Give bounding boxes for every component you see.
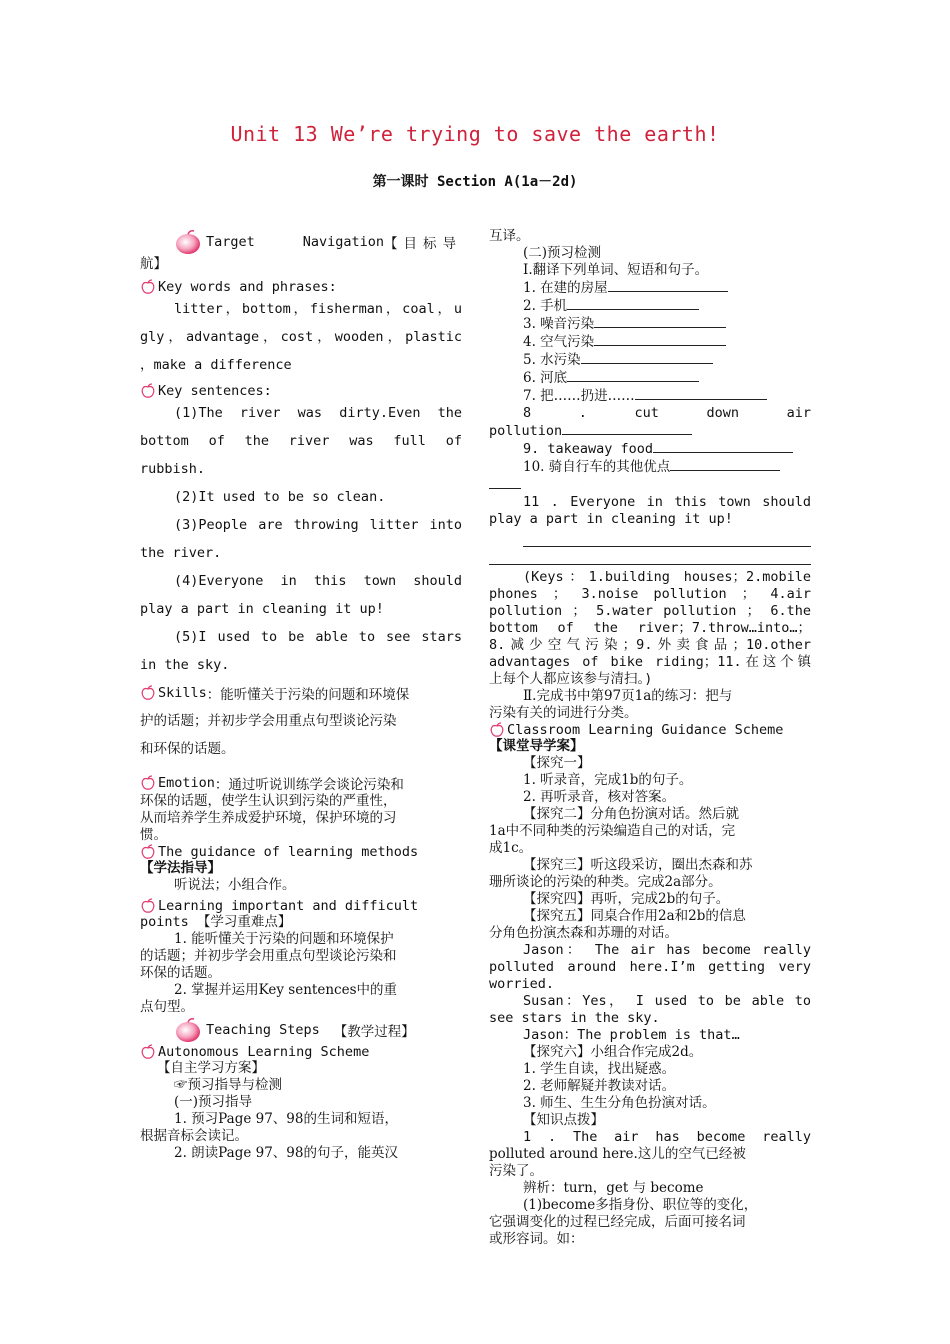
explore-line: (1)become多指身份、职位等的变化， bbox=[523, 1197, 758, 1213]
blank-item: 7. 把……扔进…… bbox=[489, 387, 811, 405]
explore-line: 【探究一】 bbox=[523, 755, 591, 771]
explore-line: 1. 听录音，完成1b的句子。 bbox=[523, 772, 693, 788]
skills-text: 护的话题；并初步学会用重点句型谈论污染 bbox=[140, 713, 397, 729]
apple-icon bbox=[140, 844, 156, 860]
sentence-line: bottom of the river was full of bbox=[140, 433, 462, 449]
points-text: 点句型。 bbox=[140, 999, 194, 1015]
preview-item: 2. 朗读Page 97、98的句子，能英汉 bbox=[174, 1145, 398, 1161]
explore-line: 它强调变化的过程已经完成，后面可接名词 bbox=[489, 1214, 746, 1230]
skills-label: Skills bbox=[158, 685, 207, 701]
key-words-line: ，make a difference bbox=[140, 357, 292, 373]
section-subtitle: 第一课时 Section A(1a－2d) bbox=[372, 174, 578, 190]
explore-line: 分角色扮演杰森和苏珊的对话。 bbox=[489, 925, 678, 941]
sentence-line: (5)I used to be able to see stars bbox=[174, 629, 462, 645]
key-words bbox=[140, 295, 462, 379]
apple-icon bbox=[140, 279, 156, 295]
answer-keys bbox=[489, 569, 811, 688]
points-text: 2. 掌握并运用Key sentences中的重 bbox=[174, 982, 398, 998]
target-nav-cn-2: 航】 bbox=[140, 256, 167, 272]
key-line: advantages of bike riding；11.在这个镇 bbox=[489, 654, 811, 670]
blank-item bbox=[489, 476, 811, 494]
explore-line: worried. bbox=[489, 976, 555, 992]
blank-item: 2. 手机 bbox=[489, 297, 811, 315]
blank-item: pollution bbox=[489, 422, 811, 440]
continuation: 互译。 bbox=[489, 228, 530, 244]
sentence-line: rubbish. bbox=[140, 461, 206, 477]
explore-line: Jason：The problem is that… bbox=[523, 1027, 740, 1043]
autonomous-cn: 【自主学习方案】 bbox=[157, 1060, 265, 1076]
left-column bbox=[140, 228, 462, 1162]
emotion-text: 从而培养学生养成爱护环境，保护环境的习 bbox=[140, 810, 397, 826]
teaching-steps-cn: 【教学过程】 bbox=[333, 1024, 415, 1040]
right-column bbox=[489, 228, 811, 1248]
task-2: 污染有关的词进行分类。 bbox=[489, 705, 638, 721]
emotion-label: Emotion bbox=[158, 775, 215, 791]
blank-item: 4. 空气污染 bbox=[489, 333, 811, 351]
methods-text: 听说法；小组合作。 bbox=[174, 877, 296, 893]
blank-item: play a part in cleaning it up! bbox=[489, 511, 733, 527]
sentence-line: (4)Everyone in this town should bbox=[174, 573, 462, 589]
points-label-2: points 【学习重难点】 bbox=[140, 914, 292, 930]
skills-text: ：能听懂关于污染的问题和环境保 bbox=[206, 687, 410, 703]
explore-line: 3. 师生、生生分角色扮演对话。 bbox=[523, 1095, 716, 1111]
explore-line: 1 . The air has become really bbox=[523, 1129, 811, 1145]
points-label: Learning important and difficult bbox=[158, 898, 419, 914]
key-line: pollution ； 5.water pollution ； 6.the bbox=[489, 603, 811, 619]
explore-line: 1. 学生自读，找出疑惑。 bbox=[523, 1061, 676, 1077]
apple-icon bbox=[140, 383, 156, 399]
explore-line: Jason： The air has become really bbox=[523, 942, 811, 958]
emotion-text: ：通过听说训练学会谈论污染和 bbox=[214, 777, 404, 793]
sentence-line: play a part in cleaning it up! bbox=[140, 601, 384, 617]
key-words-line: litter，bottom，fisherman，coal，u bbox=[174, 301, 462, 317]
explore-line: 【探究六】小组合作完成2d。 bbox=[523, 1044, 703, 1060]
answer-line bbox=[523, 534, 811, 547]
explore-line: 珊所谈论的污染的种类。完成2a部分。 bbox=[489, 874, 722, 890]
sentence-line: (3)People are throwing litter into bbox=[174, 517, 462, 533]
task-1: Ⅰ.翻译下列单词、短语和句子。 bbox=[523, 262, 709, 278]
blank-item: 10. 骑自行车的其他优点 bbox=[489, 458, 811, 476]
blank-item: 11 . Everyone in this town should bbox=[523, 494, 811, 510]
sentence-line: (2)It used to be so clean. bbox=[174, 489, 386, 505]
answer-line bbox=[489, 552, 811, 565]
sentence-line: (1)The river was dirty.Even the bbox=[174, 405, 462, 421]
target-nav-cn: 【目标导 bbox=[384, 236, 462, 252]
explore-line: 【知识点拨】 bbox=[523, 1112, 604, 1128]
emotion-text: 环保的话题，使学生认识到污染的严重性， bbox=[140, 793, 397, 809]
blank-item: 1. 在建的房屋 bbox=[489, 279, 811, 297]
task-2: Ⅱ.完成书中第97页1a的练习：把与 bbox=[523, 688, 733, 704]
classroom-label: Classroom Learning Guidance Scheme bbox=[507, 722, 784, 738]
explore-line: 辨析：turn，get 与 become bbox=[523, 1180, 704, 1196]
methods-cn: 【学法指导】 bbox=[140, 860, 221, 876]
apple-icon bbox=[140, 685, 156, 701]
skills-text: 和环保的话题。 bbox=[140, 741, 235, 757]
classroom-cn: 【课堂导学案】 bbox=[489, 738, 584, 754]
apple-icon bbox=[140, 775, 156, 791]
blank-item: 6. 河底 bbox=[489, 369, 811, 387]
methods-label: The guidance of learning methods bbox=[158, 844, 419, 860]
explore-line: 成1c。 bbox=[489, 840, 533, 856]
explore-line: 2. 再听录音，核对答案。 bbox=[523, 789, 676, 805]
explore-line: Susan：Yes， I used to be able to bbox=[523, 993, 811, 1009]
blank-item: 9. takeaway food bbox=[489, 440, 811, 458]
explore-line: 1a中不同种类的污染编造自己的对话，完 bbox=[489, 823, 736, 839]
explore-line: 【探究五】同桌合作用2a和2b的信息 bbox=[523, 908, 746, 924]
key-line: bottom of the river；7.throw…into…； bbox=[489, 620, 811, 636]
apple-icon bbox=[174, 229, 202, 255]
page-title: Unit 13 We’re trying to save the earth! bbox=[230, 122, 720, 146]
explore-line: 污染了。 bbox=[489, 1163, 543, 1179]
points-text: 环保的话题。 bbox=[140, 965, 221, 981]
preview-item: 根据音标会读记。 bbox=[140, 1128, 248, 1144]
key-line: (Keys：1.building houses；2.mobile bbox=[523, 569, 811, 585]
points-text: 1. 能听懂关于污染的问题和环境保护 bbox=[174, 931, 394, 947]
target-nav-label: Target Navigation bbox=[206, 234, 384, 250]
sentence-line: the river. bbox=[140, 545, 222, 561]
explore-line: 【探究四】再听，完成2b的句子。 bbox=[523, 891, 730, 907]
preview-heading: (一)预习指导 bbox=[174, 1094, 253, 1110]
blank-item: 8 . cut down air bbox=[523, 405, 811, 421]
explore-line: 【探究二】分角色扮演对话。然后就 bbox=[523, 806, 739, 822]
explore-line: 【探究三】听这段采访，圈出杰森和苏 bbox=[523, 857, 753, 873]
key-words-line: gly，advantage，cost，wooden，plastic bbox=[140, 329, 462, 345]
key-words-label: Key words and phrases: bbox=[158, 279, 337, 295]
explore-line: polluted around here.I’m getting very bbox=[489, 959, 811, 975]
explore-line: 或形容词。如： bbox=[489, 1231, 584, 1247]
teaching-steps-label: Teaching Steps bbox=[206, 1022, 320, 1038]
key-line: 8.减少空气污染；9.外卖食品；10.other bbox=[489, 637, 811, 653]
explore-list bbox=[489, 755, 811, 1248]
key-line: 上每个人都应该参与清扫。) bbox=[489, 671, 653, 687]
apple-icon bbox=[174, 1017, 202, 1043]
key-sentences bbox=[140, 399, 462, 679]
apple-icon bbox=[489, 722, 505, 738]
key-line: phones ； 3.noise pollution ； 4.air bbox=[489, 586, 811, 602]
sentence-line: in the sky. bbox=[140, 657, 230, 673]
emotion-text: 惯。 bbox=[140, 827, 167, 843]
key-sentences-label: Key sentences: bbox=[158, 383, 272, 399]
check-heading: (二)预习检测 bbox=[523, 245, 602, 261]
preview-item: 1. 预习Page 97、98的生词和短语， bbox=[174, 1111, 398, 1127]
explore-line: polluted around here.这儿的空气已经被 bbox=[489, 1146, 746, 1162]
preview-guide: ☞预习指导与检测 bbox=[174, 1077, 282, 1093]
explore-line: 2. 老师解疑并教读对话。 bbox=[523, 1078, 676, 1094]
apple-icon bbox=[140, 1044, 156, 1060]
explore-line: see stars in the sky. bbox=[489, 1010, 660, 1026]
apple-icon bbox=[140, 898, 156, 914]
blank-item: 5. 水污染 bbox=[489, 351, 811, 369]
autonomous-label: Autonomous Learning Scheme bbox=[158, 1044, 370, 1060]
points-text: 的话题；并初步学会用重点句型谈论污染和 bbox=[140, 948, 397, 964]
blank-item: 3. 噪音污染 bbox=[489, 315, 811, 333]
